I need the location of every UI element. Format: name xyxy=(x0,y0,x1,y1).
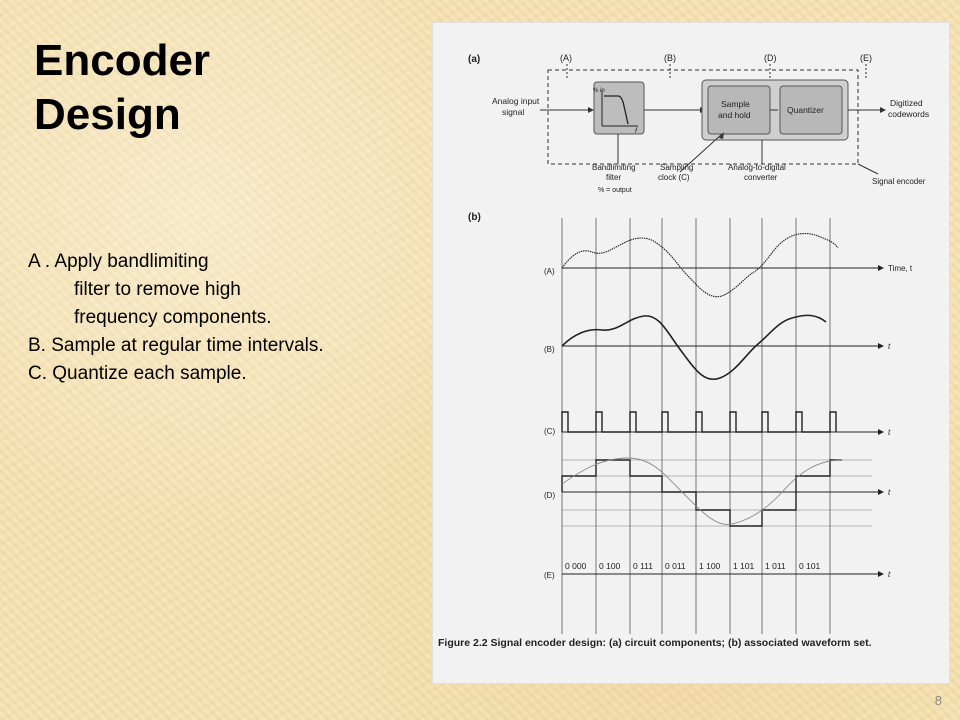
textbook-figure xyxy=(432,22,950,684)
figure-svg xyxy=(432,22,950,684)
point-label-d: (D) xyxy=(764,53,777,63)
page-number: 8 xyxy=(934,693,942,708)
row-label-a: (A) xyxy=(544,267,555,276)
sampling-clock-label-1: Sampling xyxy=(660,163,694,172)
bandlimiting-label-1: Bandlimiting xyxy=(592,163,636,172)
codeword-list xyxy=(565,561,821,571)
title-line-2: Design xyxy=(34,90,181,139)
point-label-a: (A) xyxy=(560,53,572,63)
panel-a-label: (a) xyxy=(468,54,481,65)
adc-label-1: Analog-to-digital xyxy=(728,163,786,172)
analog-input-label-1: Analog input xyxy=(492,96,540,106)
bandlimiting-label-2: filter xyxy=(606,173,622,182)
codeword-8: 0 101 xyxy=(799,561,821,571)
title-line-1: Encoder xyxy=(34,36,211,85)
codeword-2: 0 100 xyxy=(599,561,621,571)
slide-title xyxy=(34,34,210,142)
sample-hold-label-1: Sample xyxy=(721,99,750,109)
bullet-list xyxy=(28,248,428,388)
row-label-d: (D) xyxy=(544,491,556,500)
codeword-7: 1 011 xyxy=(765,561,786,571)
row-b-arrowhead xyxy=(878,343,884,349)
codeword-1: 0 000 xyxy=(565,561,587,571)
row-e-t-label: t xyxy=(888,570,891,579)
row-label-e: (E) xyxy=(544,571,555,580)
panel-b-label: (b) xyxy=(468,212,481,223)
quantizer-label: Quantizer xyxy=(787,105,824,115)
adc-label-2: converter xyxy=(744,173,778,182)
row-d-arrowhead xyxy=(878,489,884,495)
point-label-e: (E) xyxy=(860,53,872,63)
filter-output-note: % = output xyxy=(598,187,632,194)
analog-input-label-2: signal xyxy=(502,107,525,117)
row-c-t-label: t xyxy=(888,428,891,437)
codeword-5: 1 100 xyxy=(699,561,721,571)
filter-x-label: f xyxy=(635,128,637,135)
sampling-clock-label-2: clock (C) xyxy=(658,173,690,182)
row-c-arrowhead xyxy=(878,429,884,435)
row-a-arrowhead xyxy=(878,265,884,271)
reference-curve xyxy=(562,458,842,525)
bullet-a-line-1: A . Apply bandlimiting xyxy=(28,251,209,272)
filtered-waveform xyxy=(562,315,826,379)
noisy-analog-waveform xyxy=(562,234,838,297)
figure-caption: Figure 2.2 Signal encoder design: (a) circuit components; (b) associated waveform set. xyxy=(438,637,872,649)
bullet-a-line-3: frequency components. xyxy=(74,307,272,328)
row-b-t-label: t xyxy=(888,342,891,351)
row-label-b: (B) xyxy=(544,345,555,354)
bullet-a-line-2: filter to remove high xyxy=(74,279,241,300)
signal-encoder-label: Signal encoder xyxy=(872,177,926,186)
codeword-4: 0 011 xyxy=(665,561,686,571)
point-label-b: (B) xyxy=(664,53,676,63)
digitized-label-1: Digitized xyxy=(890,98,923,108)
encoder-leader xyxy=(858,164,878,174)
input-arrowhead xyxy=(588,107,594,113)
row-label-c: (C) xyxy=(544,427,556,436)
codeword-3: 0 111 xyxy=(633,561,654,571)
row-e-arrowhead xyxy=(878,571,884,577)
codeword-6: 1 101 xyxy=(733,561,755,571)
sample-hold-label-2: and hold xyxy=(718,110,751,120)
bullet-c: C. Quantize each sample. xyxy=(28,363,247,384)
row-d-t-label: t xyxy=(888,488,891,497)
output-arrowhead xyxy=(880,107,886,113)
filter-y-label: % in xyxy=(593,88,605,94)
quantization-level-lines xyxy=(562,460,872,526)
digitized-label-2: codewords xyxy=(888,109,930,119)
point-labels xyxy=(560,53,872,80)
bullet-b: B. Sample at regular time intervals. xyxy=(28,335,324,356)
time-label: Time, t xyxy=(888,264,913,273)
sampling-clock-pulses xyxy=(562,412,836,432)
quantized-staircase-waveform xyxy=(562,460,842,526)
